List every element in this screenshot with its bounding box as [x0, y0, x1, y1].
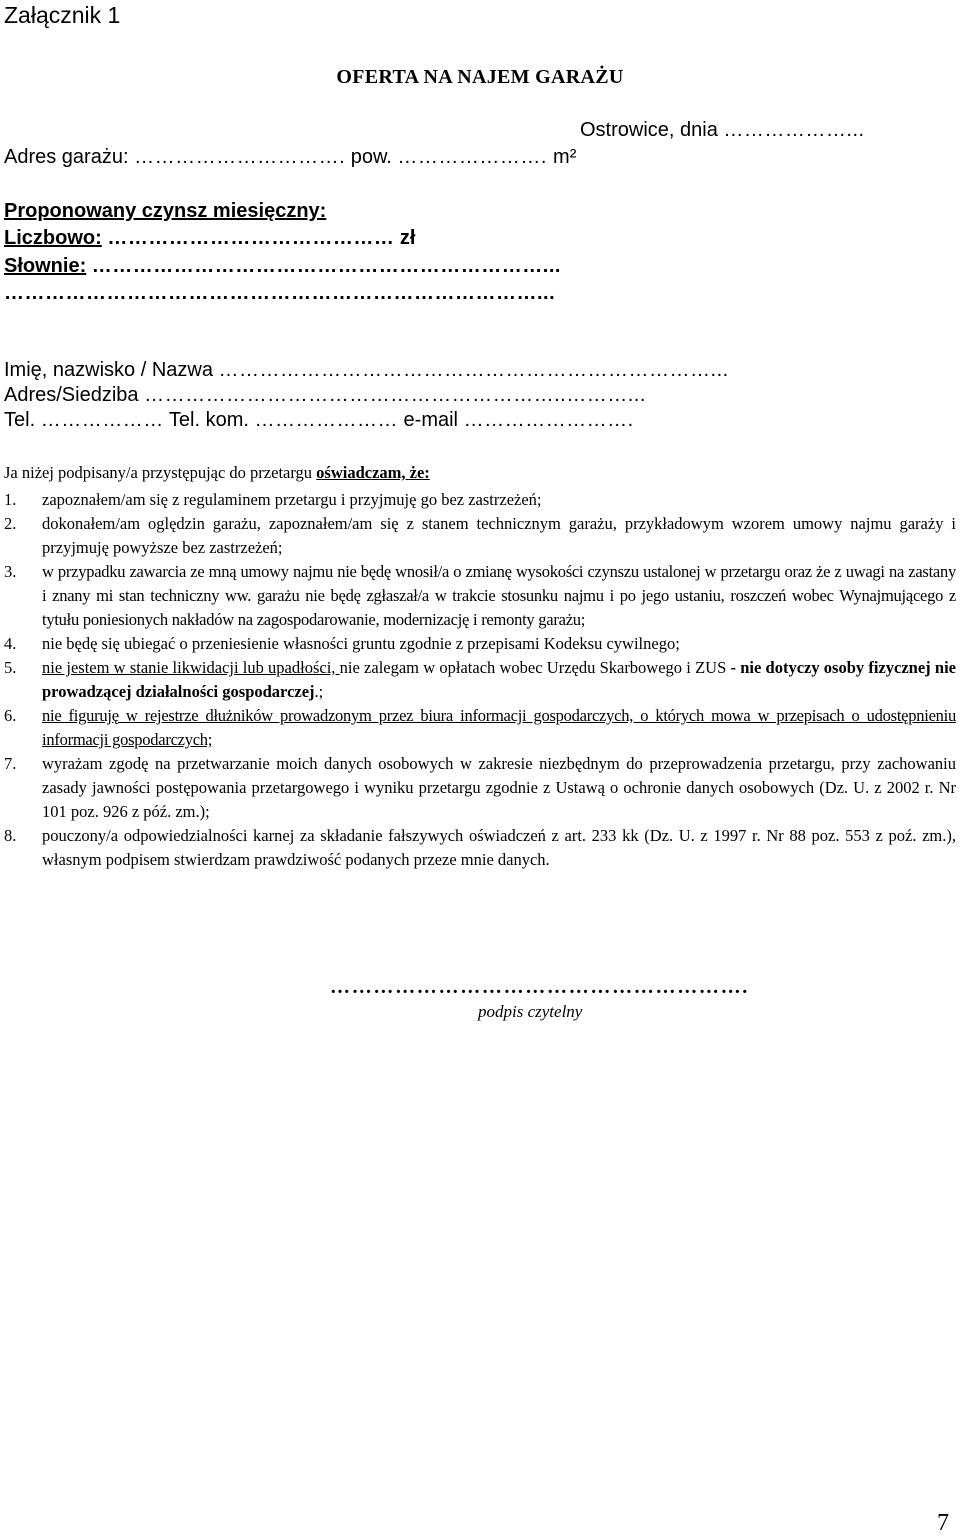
- rent-currency: zł: [399, 227, 416, 249]
- signature-label: podpis czytelny: [478, 1002, 583, 1021]
- declaration-underlined-text: nie jestem w stanie likwidacji lub upadłości,: [42, 658, 340, 677]
- address-label: Adres garażu:: [4, 146, 129, 168]
- rent-numeric-blank[interactable]: ……………………………………: [107, 227, 395, 249]
- declaration-item: [4, 752, 956, 824]
- declaration-number: 7.: [4, 754, 17, 773]
- date-blank[interactable]: ………………...: [723, 119, 865, 141]
- declarations-list: [4, 488, 956, 872]
- page-number: 7: [937, 1510, 949, 1536]
- declaration-intro: [4, 463, 430, 483]
- intro-text: Ja niżej podpisany/a przystępując do przetargu: [4, 463, 317, 482]
- declaration-bold-text: - nie dotyczy osoby fizycznej nie prowadzącej działalności gospodarczej: [42, 658, 956, 701]
- tel-blank[interactable]: ………………: [40, 409, 164, 431]
- place-label: Ostrowice, dnia: [580, 119, 718, 141]
- declaration-item: [4, 632, 956, 656]
- declaration-item: [4, 488, 956, 512]
- area-label: pow.: [350, 146, 392, 168]
- declaration-item: [4, 704, 956, 752]
- declaration-tail-text: .;: [314, 682, 324, 701]
- mobile-label: Tel. kom.: [168, 409, 249, 431]
- rent-words-label: Słownie:: [4, 255, 87, 277]
- bidder-name-row: [4, 359, 729, 382]
- tel-label: Tel.: [4, 409, 36, 431]
- area-unit: m²: [553, 146, 577, 168]
- rent-numeric-label: Liczbowo:: [4, 227, 102, 249]
- bidder-name-blank[interactable]: ………………………………………………………………...: [218, 359, 729, 381]
- declaration-text: wyrażam zgodę na przetwarzanie moich danych osobowych w zakresie niezbędnym do przeprowadzenia przetargu, przy zachowaniu zasady jawności postępowania przetargowego i wyniku przetargu zgodnie z Ustawą o ochronie danych osobowych (Dz. U. z 2002 r. Nr 101 poz. 926 z póź. zm.);: [42, 754, 956, 821]
- declaration-item: [4, 824, 956, 872]
- rent-numeric-row: [4, 227, 415, 250]
- email-label: e-mail: [403, 409, 458, 431]
- declaration-number: 8.: [4, 826, 17, 845]
- document-title: OFERTA NA NAJEM GARAŻU: [336, 66, 624, 88]
- annex-label: Załącznik 1: [4, 2, 121, 28]
- declaration-number: 5.: [4, 658, 17, 677]
- declaration-number: 2.: [4, 514, 17, 533]
- rent-words-continuation[interactable]: ……………………………………………………………………...: [4, 282, 556, 304]
- declaration-item: [4, 560, 956, 632]
- area-blank[interactable]: ………………….: [397, 146, 554, 168]
- bidder-seat-blank[interactable]: ……………………………………………………..………...: [144, 384, 646, 406]
- declaration-text: dokonałem/am oględzin garażu, zapoznałem/am się z stanem technicznym garażu, przykładowym wzorem umowy najmu garaży i przyjmuję powyższe bez zastrzeżeń;: [42, 514, 956, 557]
- address-row: [4, 146, 576, 169]
- bidder-seat-row: [4, 384, 646, 407]
- declaration-number: 3.: [4, 562, 17, 581]
- declaration-text: [42, 658, 956, 701]
- declaration-text: pouczony/a odpowiedzialności karnej za składanie fałszywych oświadczeń z art. 233 kk (Dz. U. z 1997 r. Nr 88 poz. 553 z poź. zm.), własnym podpisem stwierdzam prawdziwość podanych przeze mnie danych.: [42, 826, 956, 869]
- bidder-contact-row: [4, 409, 634, 432]
- mobile-blank[interactable]: …………………: [254, 409, 398, 431]
- declaration-number: 6.: [4, 706, 17, 725]
- declaration-plain-text: nie zalegam w opłatach wobec Urzędu Skarbowego i ZUS: [339, 658, 731, 677]
- declaration-item: [4, 656, 956, 704]
- declaration-number: 1.: [4, 490, 17, 509]
- intro-emphasis: oświadczam, że:: [316, 463, 430, 482]
- declaration-number: 4.: [4, 634, 17, 653]
- declaration-text: zapoznałem/am się z regulaminem przetargu i przyjmuję go bez zastrzeżeń;: [42, 490, 542, 509]
- bidder-seat-label: Adres/Siedziba: [4, 384, 139, 406]
- place-date-line: [580, 119, 865, 142]
- address-blank[interactable]: ………………………….: [134, 146, 346, 168]
- rent-heading: Proponowany czynsz miesięczny:: [4, 200, 327, 222]
- email-blank[interactable]: …………………….: [463, 409, 634, 431]
- declaration-underlined-text: nie figuruję w rejestrze dłużników prowadzonym przez biura informacji gospodarczych, o których mowa w przepisach o udostępnieniu informacji gospodarczych;: [42, 706, 956, 749]
- signature-line[interactable]: ………………………………………………….: [330, 976, 749, 998]
- declaration-text: nie będę się ubiegać o przeniesienie własności gruntu zgodnie z przepisami Kodeksu cywilnego;: [42, 634, 680, 653]
- rent-words-row: [4, 255, 561, 278]
- rent-words-blank[interactable]: …………………………………………………………...: [91, 255, 561, 277]
- bidder-name-label: Imię, nazwisko / Nazwa: [4, 359, 213, 381]
- declaration-text: w przypadku zawarcia ze mną umowy najmu nie będę wnosił/a o zmianę wysokości czynszu ustalonej w przetargu oraz że z uwagi na zastany i znany mi stan techniczny ww. garażu nie będę zgłaszał/a w trakcie stosunku najmu i po jego ustaniu, roszczeń wobec Wynajmującego z tytułu poniesionych nakładów na zagospodarowanie, modernizację i remonty garażu;: [42, 562, 956, 629]
- declaration-item: [4, 512, 956, 560]
